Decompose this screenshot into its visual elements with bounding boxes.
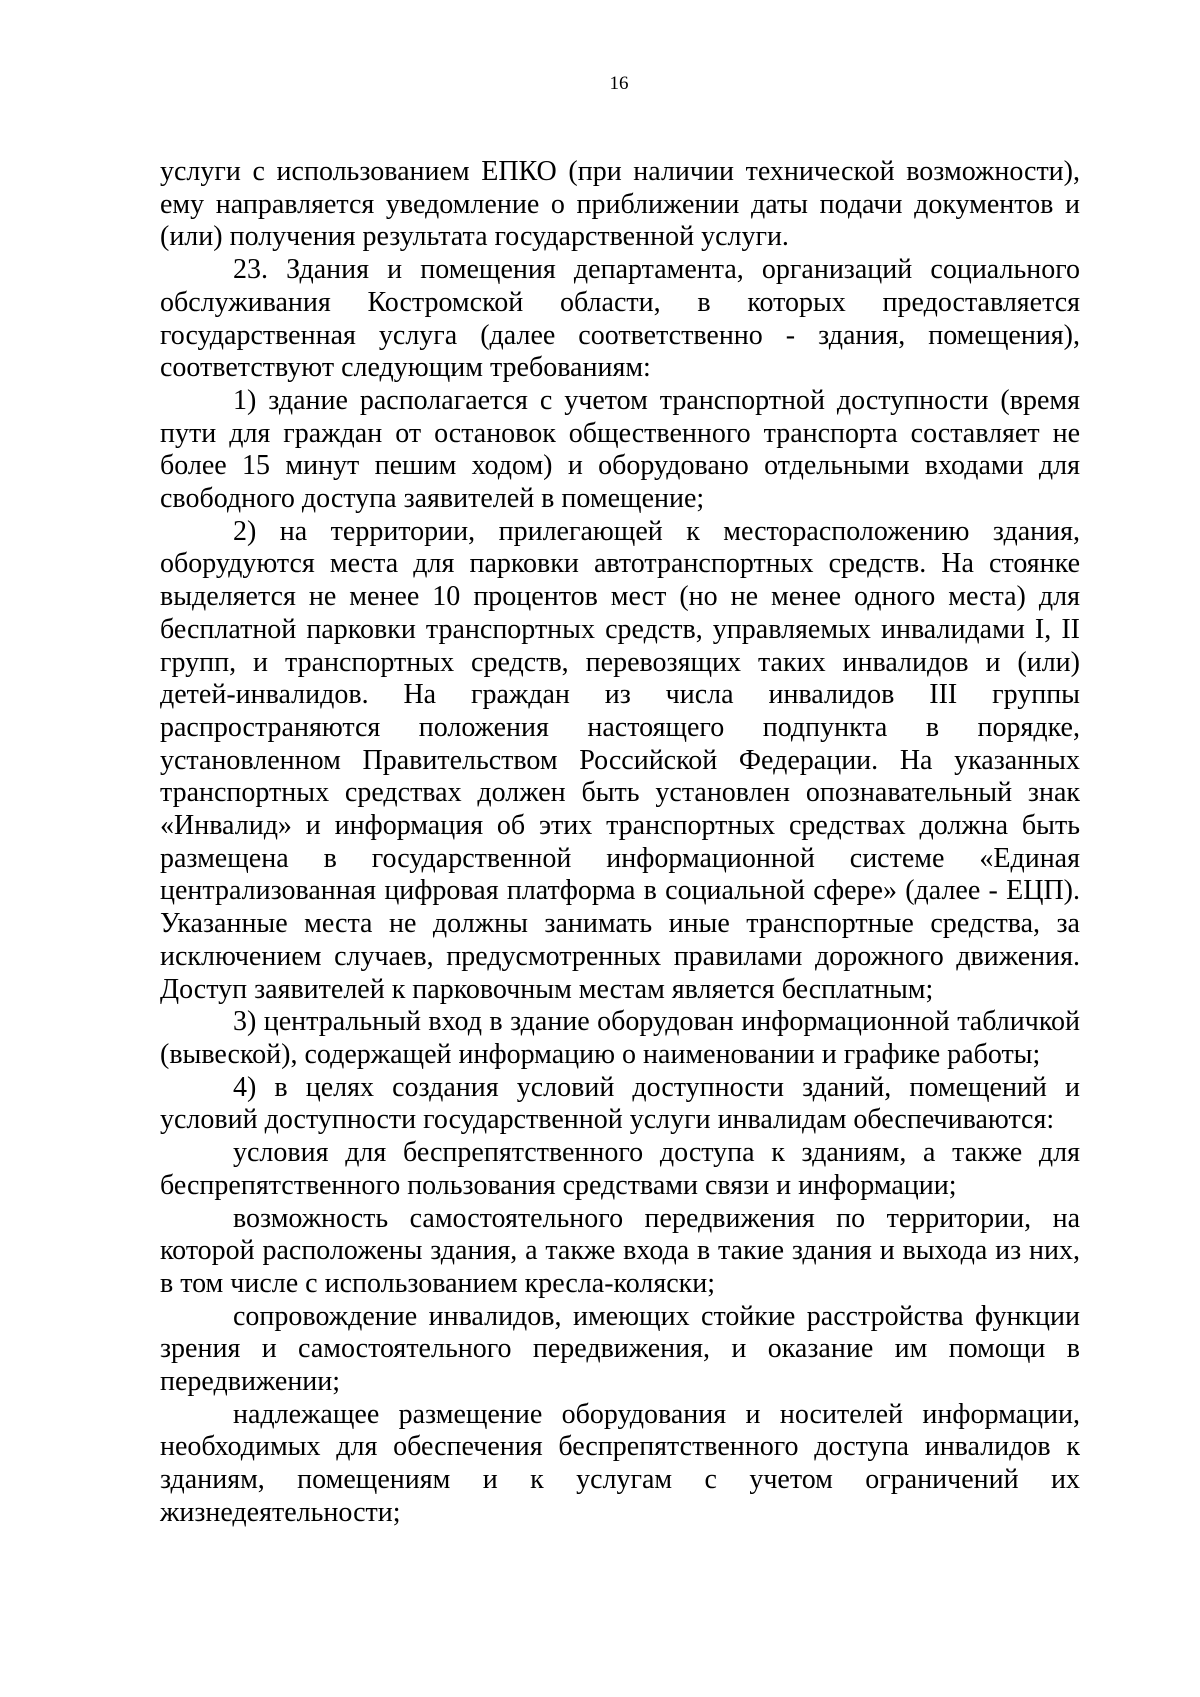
paragraph-item-23: 23. Здания и помещения департамента, организаций социального обслуживания Костромской области, в которых предоставляется государственная услуга (далее соответственно - здания, помещения), соответствуют следующим требованиям: [160,254,1080,384]
paragraph-subitem-4: 4) в целях создания условий доступности зданий, помещений и условий доступности государственной услуги инвалидам обеспечиваются: [160,1071,1080,1136]
paragraph-independent-movement: возможность самостоятельного передвижения по территории, на которой расположены здания, а также входа в такие здания и выхода из них, в том числе с использованием кресла-коляски; [160,1202,1080,1299]
page-number: 16 [609,73,629,94]
paragraph-subitem-3: 3) центральный вход в здание оборудован информационной табличкой (вывеской), содержащей информацию о наименовании и графике работы; [160,1006,1080,1070]
paragraph-continuation: услуги с использованием ЕПКО (при наличии технической возможности), ему направляется уведомление о приближении даты подачи документов и (или) получения результата государственной услуги. [160,156,1080,253]
paragraph-accessibility-conditions: условия для беспрепятственного доступа к зданиям, а также для беспрепятственного пользования средствами связи и информации; [160,1137,1080,1201]
paragraph-subitem-2: 2) на территории, прилегающей к месторасположению здания, оборудуются места для парковки автотранспортных средств. На стоянке выделяется не менее 10 процентов мест (но не менее одного места) для бесплатной парковки транспортных средств, управляемых инвалидами I, II групп, и транспортных средств, перевозящих таких инвалидов и (или) детей-инвалидов. На граждан из числа инвалидов III группы распространяются положения настоящего подпункта в порядке, установленном Правительством Российской Федерации. На указанных транспортных средствах должен быть установлен опознавательный знак «Инвалид» и информация об этих транспортных средствах должна быть размещена в государственной информационной системе «Единая централизованная цифровая платформа в социальной сфере» (далее - ЕЦП). Указанные места не должны занимать иные транспортные средства, за исключением случаев, предусмотренных правилами дорожного движения. Доступ заявителей к парковочным местам является бесплатным; [160,515,1080,1005]
document-body [160,156,1080,1530]
paragraph-equipment-placement: надлежащее размещение оборудования и носителей информации, необходимых для обеспечения беспрепятственного доступа инвалидов к зданиям, помещениям и к услугам с учетом ограничений их жизнедеятельности; [160,1398,1080,1528]
paragraph-escort: сопровождение инвалидов, имеющих стойкие расстройства функции зрения и самостоятельного передвижения, и оказание им помощи в передвижении; [160,1300,1080,1398]
paragraph-subitem-1: 1) здание располагается с учетом транспортной доступности (время пути для граждан от остановок общественного транспорта составляет не более 15 минут пешим ходом) и оборудовано отдельными входами для свободного доступа заявителей в помещение; [160,384,1080,515]
